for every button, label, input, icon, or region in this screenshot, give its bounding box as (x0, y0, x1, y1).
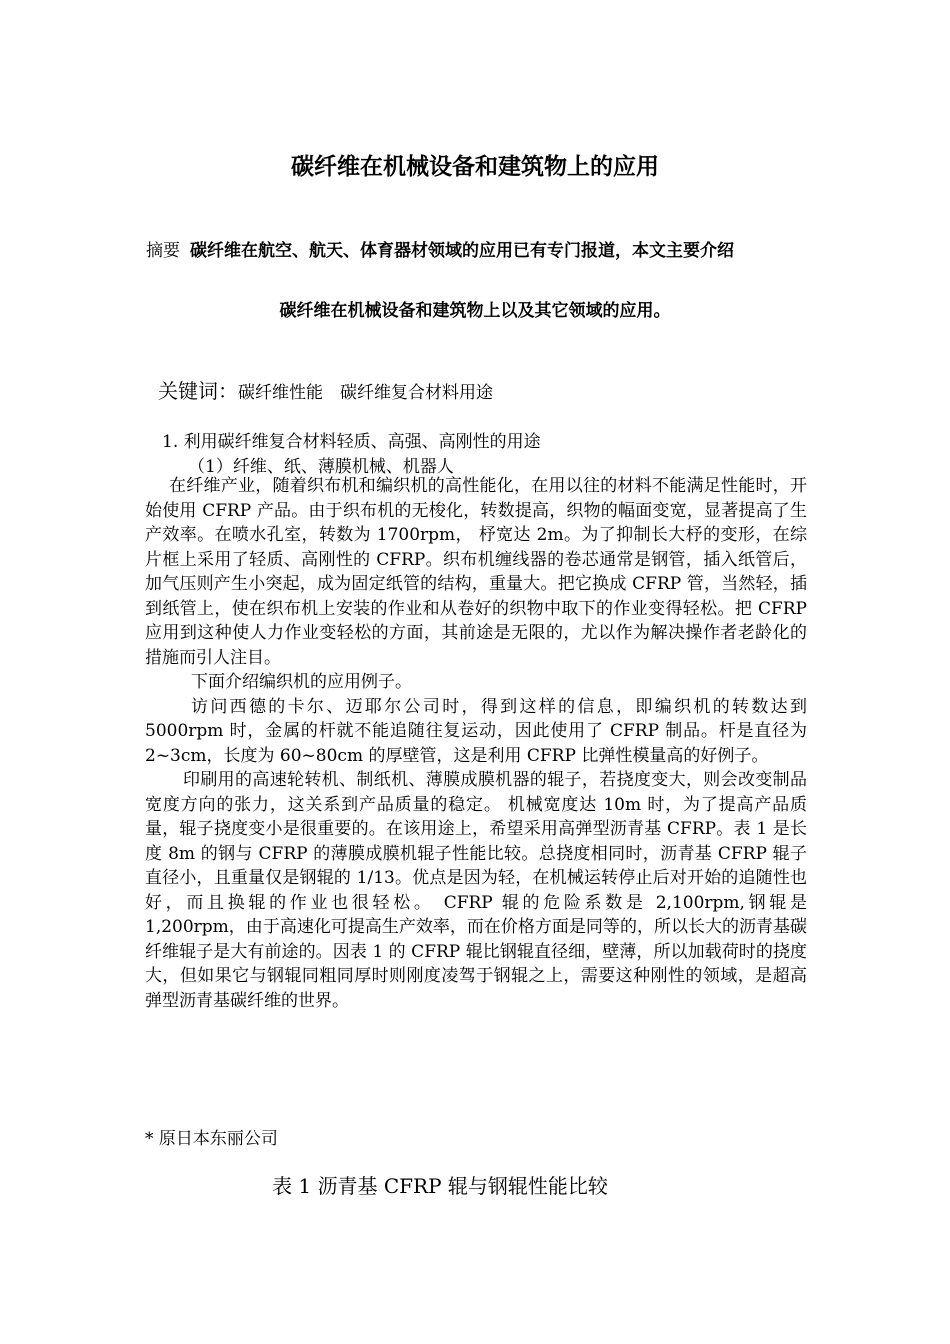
abstract-text-2: 碳纤维在机械设备和建筑物上以及其它领域的应用。 (279, 301, 671, 321)
paragraph-1: 在纤维产业，随着织布机和编织机的高性能化，在用以往的材料不能满足性能时，开始使用 CFRP 产品。由于织布机的无梭化，转数提高，织物的幅面变宽，显著提高了生产效率。在喷水孔室，转数为 1700rpm， 杼宽达 2m。为了抑制长大杼的变形，在综片框上采用了轻质、高刚性的 CFRP。织布机缠线器的卷芯通常是钢管，插入纸管后，加气压则产生小突起，成为固定纸管的结构，重量大。把它换成 CFRP 管，当然轻，插到纸管上，使在织布机上安装的作业和从卷好的织物中取下的作业变得轻松。把 CFRP 应用到这种使人力作业变轻松的方面，其前途是无限的，尤以作为解决操作者老龄化的措施而引人注目。 (145, 476, 807, 668)
subsection-heading: （1）纤维、纸、薄膜机械、机器人 (188, 457, 454, 477)
keywords-line (158, 375, 493, 404)
keywords-value: 碳纤维性能 碳纤维复合材料用途 (238, 383, 493, 403)
keywords-label: 关键词： (158, 379, 238, 403)
paragraph-4: 印刷用的高速轮转机、制纸机、薄膜成膜机器的辊子，若挠度变大，则会改变制品宽度方向的张力，这关系到产品质量的稳定。 机械宽度达 10m 时，为了提高产品质量，辊子挠度变小是很重要的。在该用途上，希望采用高弹型沥青基 CFRP。表 1 是长度 8m 的钢与 CFRP 的薄膜成膜机辊子性能比较。总挠度相同时，沥青基 CFRP 辊子直径小，且重量仅是钢辊的 1/13。优点是因为轻，在机械运转停止后对开始的追随性也好，而且换辊的作业也很轻松。 CFRP 辊的危险系数是 2,100rpm,钢辊是 1,200rpm，由于高速化可提高生产效率，而在价格方面是同等的，所以长大的沥青基碳纤维辊子是大有前途的。因表 1 的 CFRP 辊比钢辊直径细，壁薄，所以加载荷时的挠度大，但如果它与钢辊同粗同厚时则刚度凌驾于钢辊之上，需要这种刚性的领域，是超高弹型沥青基碳纤维的世界。 (145, 770, 807, 1011)
abstract-line-1 (146, 236, 734, 261)
abstract-text-1: 碳纤维在航空、航天、体育器材领域的应用已有专门报道，本文主要介绍 (190, 241, 734, 261)
footnote: * 原日本东丽公司 (145, 1129, 278, 1149)
document-title: 碳纤维在机械设备和建筑物上的应用 (291, 153, 659, 180)
section-heading: 1. 利用碳纤维复合材料轻质、高强、高刚性的用途 (162, 432, 541, 452)
paragraph-3: 访问西德的卡尔、迈耶尔公司时，得到这样的信息，即编织机的转数达到 5000rpm 时，金属的杆就不能追随往复运动，因此使用了 CFRP 制品。杆是直径为 2~3cm，长度为 60~80cm 的厚壁管，这是利用 CFRP 比弹性模量高的好例子。 (145, 696, 807, 766)
table-caption: 表 1 沥青基 CFRP 辊与钢辊性能比较 (272, 1174, 608, 1198)
abstract-label: 摘要 (146, 241, 180, 261)
body-text (145, 474, 807, 1013)
paragraph-2: 下面介绍编织机的应用例子。 (191, 672, 412, 692)
